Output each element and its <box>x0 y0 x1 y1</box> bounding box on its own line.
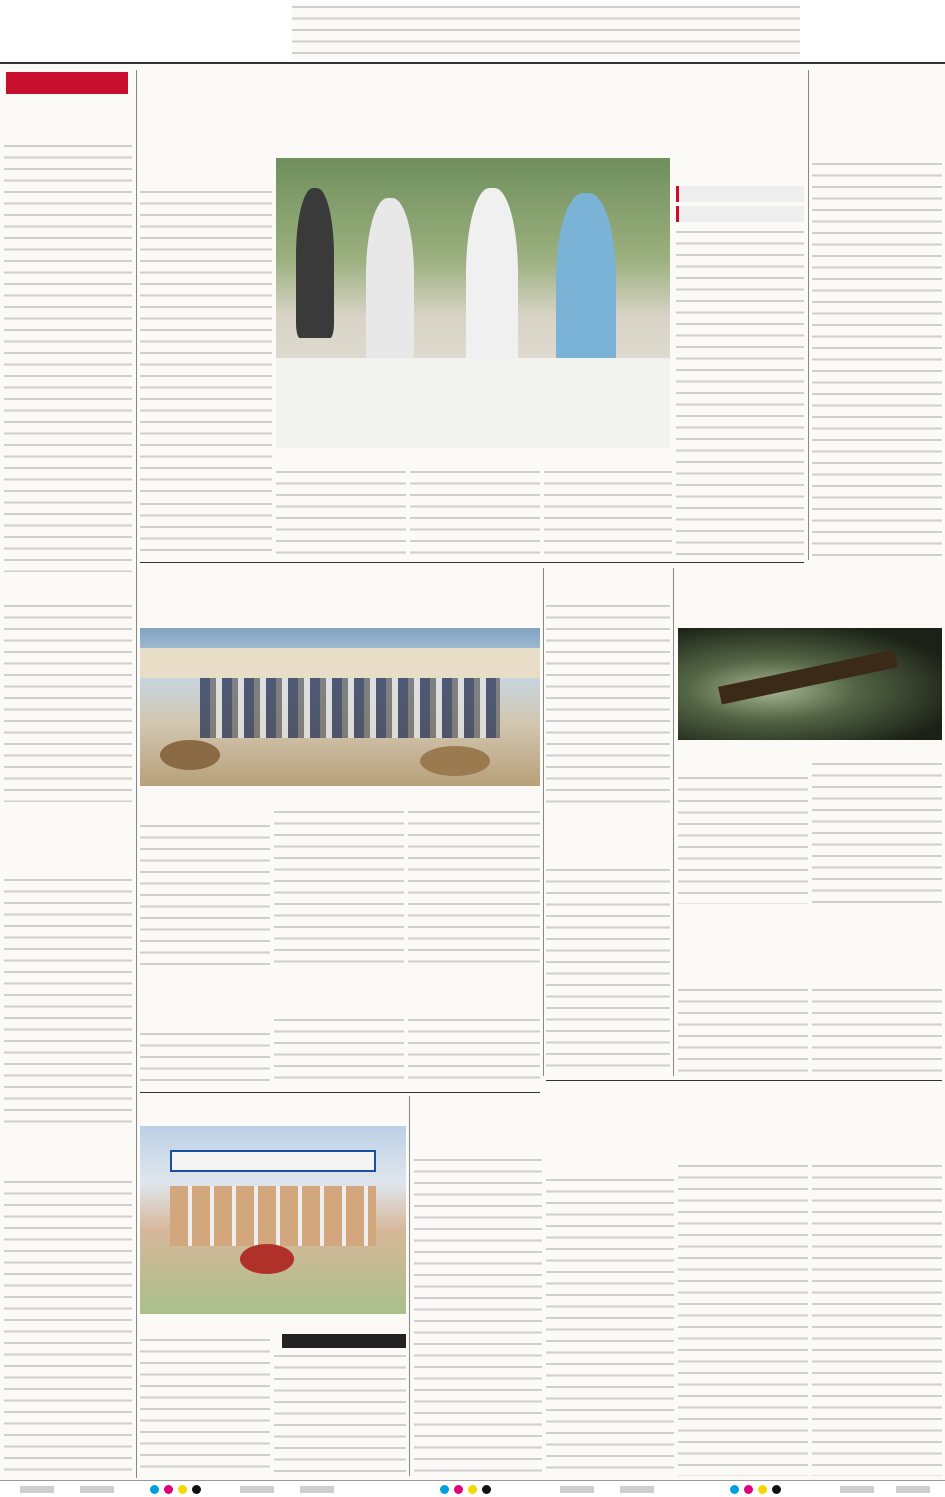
turtle-caption <box>142 790 538 802</box>
left-story2-title <box>4 578 132 600</box>
poetry-credit <box>414 1142 542 1154</box>
photo-pedestal <box>240 1244 294 1274</box>
column-divider <box>136 70 137 1478</box>
left-story4-body <box>4 1178 132 1476</box>
storm-credit <box>678 760 808 772</box>
column-divider <box>409 1096 410 1476</box>
accident-credit <box>142 1016 292 1028</box>
lead-body-col1b <box>140 500 272 558</box>
section-rule <box>140 1092 540 1093</box>
photo-figure <box>466 188 518 378</box>
turtle-body-col1 <box>140 822 270 972</box>
left-story4-title <box>4 1130 132 1176</box>
photo-building <box>140 648 540 678</box>
registration-bar <box>80 1486 114 1493</box>
cyan-dot <box>730 1485 739 1494</box>
minor-story-body <box>546 866 670 1076</box>
short-story-credit <box>546 588 670 600</box>
poetry-headline <box>414 1096 542 1140</box>
yellow-dot <box>758 1485 767 1494</box>
lead-body-col4 <box>544 468 672 558</box>
in-brief-badge <box>6 72 128 94</box>
photo-figure <box>366 198 414 368</box>
office-headline <box>140 1098 406 1120</box>
navodaya-kicker <box>546 1090 942 1112</box>
storm-caption <box>678 744 942 756</box>
karate-headline-2 <box>676 936 942 968</box>
office-caption <box>142 1318 406 1330</box>
office-tag <box>282 1334 406 1348</box>
karate-credit <box>678 972 808 984</box>
storm-body-col2 <box>812 760 942 904</box>
accident-headline <box>140 978 540 1012</box>
registration-bar <box>560 1486 594 1493</box>
magenta-dot <box>164 1485 173 1494</box>
column-divider <box>543 568 544 1076</box>
cyan-dot <box>440 1485 449 1494</box>
storm-photo <box>678 628 942 740</box>
black-dot <box>482 1485 491 1494</box>
minor-story-headline <box>546 814 670 862</box>
dateline <box>6 54 206 64</box>
office-body-col2 <box>274 1352 406 1476</box>
accident-body-col1 <box>140 1030 270 1088</box>
left-story1-body <box>4 142 132 572</box>
turtle-photo <box>140 628 540 786</box>
lead-credit <box>142 156 272 186</box>
office-body-col1 <box>140 1336 270 1476</box>
lead-highlight-2 <box>676 206 804 222</box>
turtle-body-col3 <box>408 808 540 972</box>
accident-body-col2 <box>274 1016 404 1088</box>
lead-headline <box>140 92 800 152</box>
right-top-body <box>812 160 942 560</box>
navodaya-headline <box>546 1116 942 1156</box>
registration-bar <box>840 1486 874 1493</box>
lead-body-col2 <box>276 468 406 558</box>
short-story-headline <box>546 568 670 586</box>
lead-body-col5 <box>676 228 804 556</box>
lead-highlight-1 <box>676 186 804 202</box>
newspaper-logo <box>6 4 171 50</box>
lead-body-col1 <box>140 188 272 498</box>
karate-body-col1 <box>678 986 808 1076</box>
left-story3-title <box>4 808 132 874</box>
karate-body-col2 <box>812 986 942 1076</box>
column-divider <box>673 568 674 1076</box>
section-rule <box>546 1080 942 1081</box>
poetry-body <box>414 1156 542 1476</box>
left-story3-body <box>4 876 132 1126</box>
photo-figure <box>556 193 616 383</box>
lead-body-col3 <box>410 468 540 558</box>
teaser-body <box>292 3 800 59</box>
left-story1-title <box>4 96 132 140</box>
photo-table <box>276 358 670 448</box>
storm-headline <box>676 590 942 624</box>
section-rule <box>140 562 804 563</box>
print-registration-strip <box>0 1480 945 1497</box>
navodaya-body-col3 <box>812 1162 942 1476</box>
masthead <box>0 0 945 64</box>
navodaya-credit <box>548 1162 678 1174</box>
registration-bar <box>240 1486 274 1493</box>
registration-bar <box>896 1486 930 1493</box>
photo-figure <box>296 188 334 338</box>
right-top-headline <box>812 98 942 142</box>
turtle-headline <box>140 572 540 620</box>
teaser-title <box>200 4 290 44</box>
photo-turtle <box>160 740 220 770</box>
yellow-dot <box>468 1485 477 1494</box>
navodaya-body-col2 <box>678 1162 808 1476</box>
lead-photo-caption <box>278 452 668 464</box>
registration-bar <box>620 1486 654 1493</box>
accident-body-col3 <box>408 1016 540 1088</box>
karate-headline-1 <box>678 912 942 934</box>
magenta-dot <box>454 1485 463 1494</box>
photo-signboard <box>170 1150 376 1172</box>
cyan-dot <box>150 1485 159 1494</box>
column-divider <box>808 70 809 560</box>
black-dot <box>192 1485 201 1494</box>
turtle-body-col2 <box>274 808 404 972</box>
short-story-body <box>546 602 670 810</box>
storm-body-col1 <box>678 774 808 904</box>
photo-facade <box>170 1186 376 1246</box>
photo-turtle <box>420 746 490 776</box>
registration-bar <box>300 1486 334 1493</box>
magenta-dot <box>744 1485 753 1494</box>
right-top-credit <box>812 146 942 158</box>
navodaya-body-col1 <box>546 1176 674 1476</box>
page-label <box>810 4 935 54</box>
left-story2-body <box>4 602 132 802</box>
photo-fallen-tree <box>718 649 898 704</box>
registration-bar <box>20 1486 54 1493</box>
yellow-dot <box>178 1485 187 1494</box>
photo-crowd <box>200 678 500 738</box>
lead-photo <box>276 158 670 448</box>
office-photo <box>140 1126 406 1314</box>
black-dot <box>772 1485 781 1494</box>
